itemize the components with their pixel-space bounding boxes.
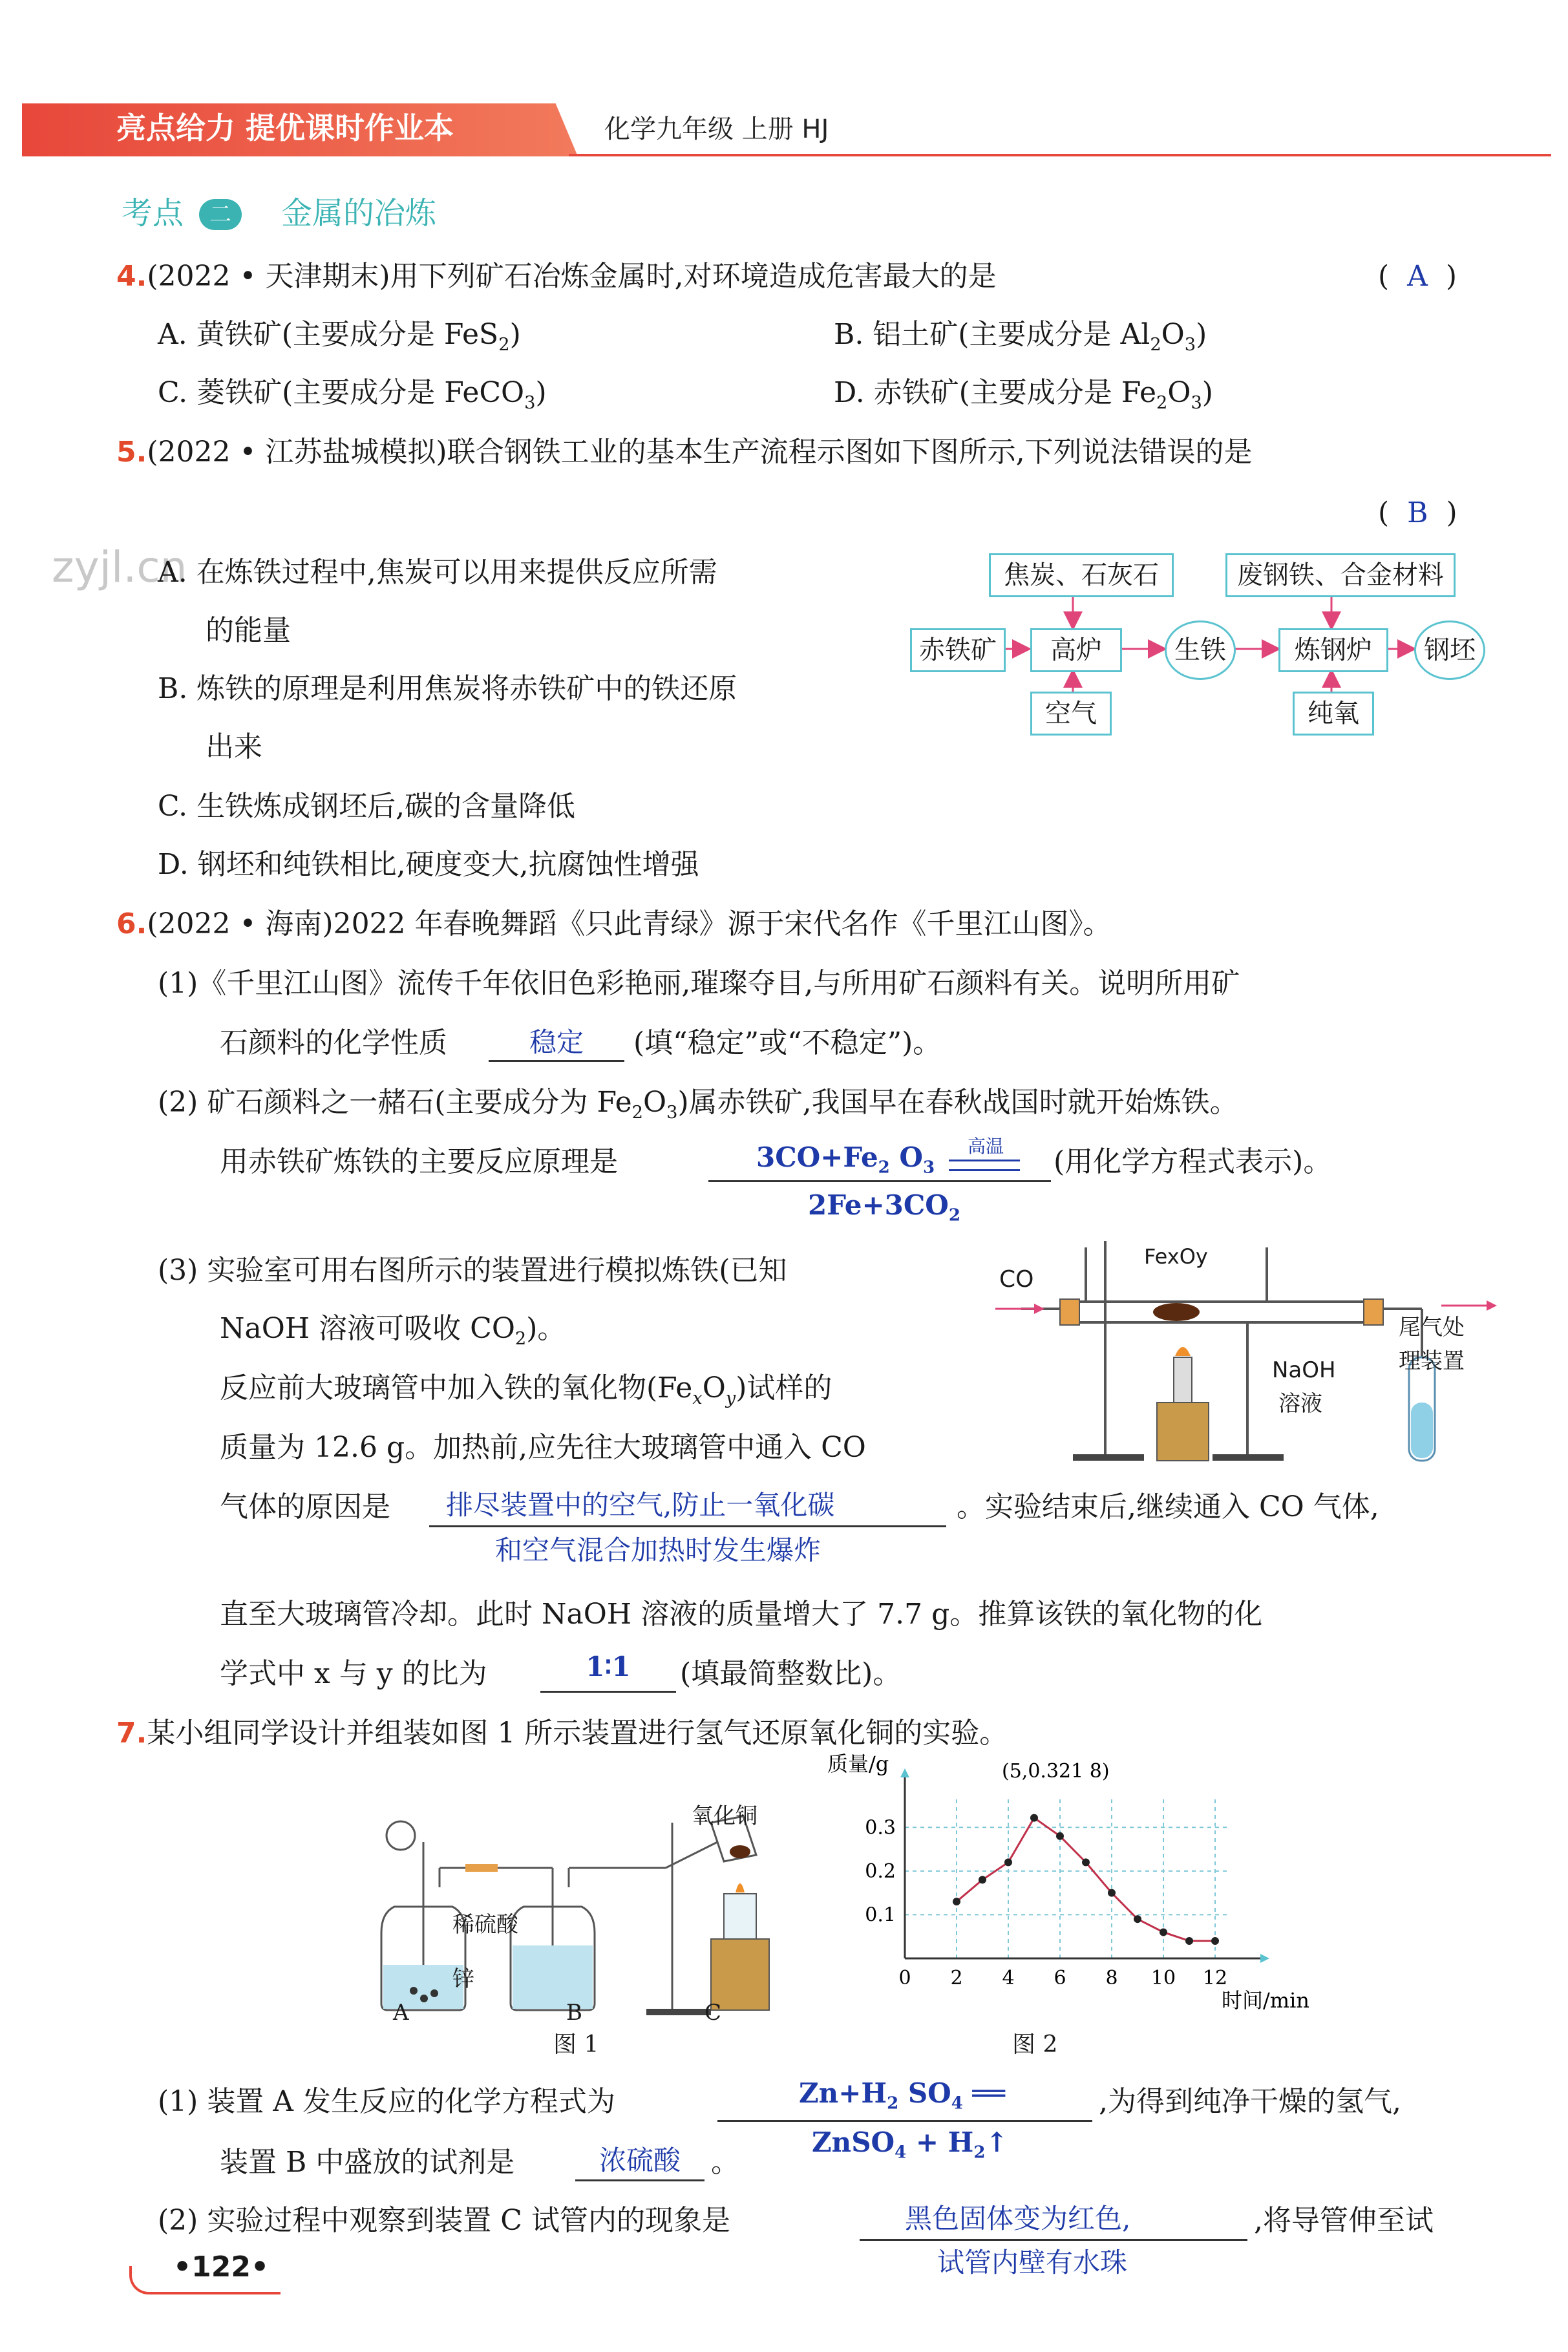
flow-pig-iron: 生铁 bbox=[1165, 620, 1236, 680]
q6-p2-text-a: (2) 矿石颜料之一赭石(主要成分为 Fe bbox=[158, 1086, 632, 1119]
chart-data-point bbox=[1030, 1814, 1038, 1822]
q4-option-a-text: A. 黄铁矿(主要成分是 FeS bbox=[158, 318, 499, 351]
q7-p1-line1-end: ,为得到纯净干燥的氢气, bbox=[1099, 2085, 1401, 2118]
chart-data-point bbox=[1004, 1858, 1012, 1866]
q6-line bbox=[116, 905, 1112, 944]
q5-source: (2022 • 江苏盐城模拟) bbox=[147, 436, 447, 469]
q7-stem: 某小组同学设计并组装如图 1 所示装置进行氢气还原氧化铜的实验。 bbox=[147, 1717, 1008, 1750]
q6-p1-line2-end: (填“稳定”或“不稳定”)。 bbox=[633, 1026, 942, 1059]
q7-p2-line1-start: (2) 实验过程中观察到装置 C 试管内的现象是 bbox=[158, 2204, 730, 2237]
q6-p3-line5-start: 气体的原因是 bbox=[220, 1490, 390, 1523]
q6-p2-answer-line2: $2Fe+3CO_2$ bbox=[808, 1189, 961, 1225]
fig1-caption: 图 1 bbox=[553, 2031, 599, 2058]
q5-option-a-line1: A. 在炼铁过程中,焦炭可以用来提供反应所需 bbox=[158, 556, 717, 589]
q6-p1-line1: (1)《千里江山图》流传千年依旧色彩艳丽,璀璨夺目,与所用矿石颜料有关。说明所用矿 bbox=[158, 967, 1240, 1000]
chart-y-tick-label: 0.2 bbox=[865, 1859, 896, 1883]
fig6-fexoy-label: FexOy bbox=[1144, 1244, 1208, 1269]
q6-p1-answer: 稳定 bbox=[529, 1026, 584, 1058]
chart-points bbox=[953, 1814, 1219, 1945]
q7-p1-line1-start: (1) 装置 A 发生反应的化学方程式为 bbox=[158, 2085, 616, 2118]
q7-p1-answer-2: 浓硫酸 bbox=[599, 2145, 681, 2176]
q6-p2-text-b: )属赤铁矿,我国早在春秋战国时就开始炼铁。 bbox=[677, 1086, 1238, 1119]
q5-option-b-line2: 出来 bbox=[206, 730, 262, 763]
flow-oxygen: 纯氧 bbox=[1293, 692, 1374, 736]
q6-number: 6. bbox=[116, 907, 147, 940]
chart-data-point bbox=[1056, 1832, 1064, 1840]
q6-p1-line2-start: 石颜料的化学性质 bbox=[220, 1026, 447, 1059]
fig1-zinc-label: 锌 bbox=[452, 1966, 474, 1992]
q5-line bbox=[116, 433, 1253, 472]
q7-p1-answer-1a: $Zn+H_2$ $SO_4$ ══ bbox=[799, 2077, 1006, 2114]
q6-p3-sample-text-end: )试样的 bbox=[736, 1372, 832, 1404]
q7-p1-line2-start: 装置 B 中盛放的试剂是 bbox=[220, 2146, 515, 2179]
q4-option-b-text: B. 铝土矿(主要成分是 Al bbox=[834, 318, 1150, 351]
q7-figure-2-chart bbox=[821, 1752, 1309, 2013]
q6-p2-blank bbox=[708, 1180, 1051, 1182]
chart-grid bbox=[905, 1797, 1228, 1958]
q6-p2-line2-start: 用赤铁矿炼铁的主要反应原理是 bbox=[220, 1145, 618, 1178]
q7-p2-line1-end: ,将导管伸至试 bbox=[1254, 2204, 1434, 2237]
q7-p2-answer-1: 黑色固体变为红色, bbox=[905, 2203, 1131, 2234]
q5-option-d: D. 钢坯和纯铁相比,硬度变大,抗腐蚀性增强 bbox=[158, 848, 699, 881]
q7-p1-line2-end: 。 bbox=[711, 2146, 739, 2179]
q6-p2-line2-end: (用化学方程式表示)。 bbox=[1054, 1145, 1332, 1178]
chart-data-point bbox=[1185, 1937, 1193, 1945]
q4-option-c: C. 菱铁矿(主要成分是 FeCO$_3$) bbox=[158, 376, 547, 413]
fig1-label-b: B bbox=[566, 2000, 582, 2026]
fig6-co-label: CO bbox=[999, 1266, 1034, 1293]
fig6-tail-label-2: 理装置 bbox=[1399, 1348, 1465, 1374]
fig1-acid-label: 稀硫酸 bbox=[452, 1912, 518, 1938]
chart-data-point bbox=[1082, 1858, 1090, 1866]
chart-x-tick-label: 10 bbox=[1150, 1967, 1176, 1989]
flow-coke: 焦炭、石灰石 bbox=[989, 553, 1174, 597]
q6-p3-answer-1b: 和空气混合加热时发生爆炸 bbox=[495, 1534, 821, 1566]
q6-p3-line3: 反应前大玻璃管中加入铁的氧化物$(Fe_xO_y)$试样的 bbox=[220, 1372, 832, 1408]
q6-p2-eq-right: 2Fe+3CO bbox=[808, 1189, 949, 1221]
chart-x-axis-label: 时间/min bbox=[1222, 1988, 1309, 2013]
q4-option-b: B. 铝土矿(主要成分是 $Al_2O_3$) bbox=[834, 318, 1207, 355]
header-brand: 亮点给力 提优课时作业本 bbox=[116, 111, 454, 145]
chart-line bbox=[957, 1818, 1215, 1941]
q5-answer: B bbox=[1407, 496, 1428, 529]
q4-answer: A bbox=[1407, 260, 1428, 293]
section-label: 考点 bbox=[122, 195, 184, 231]
flow-scrap: 废钢铁、合金材料 bbox=[1225, 553, 1456, 597]
q4-option-a: A. 黄铁矿(主要成分是 FeS$_2$) bbox=[158, 318, 521, 355]
q5-answer-bracket: ( B ) bbox=[1378, 496, 1457, 529]
chart-x-tick-label: 0 bbox=[898, 1967, 911, 1989]
watermark: zyjl.cn bbox=[52, 542, 187, 592]
q7-number: 7. bbox=[116, 1717, 147, 1750]
q5-option-c: C. 生铁炼成钢坯后,碳的含量降低 bbox=[158, 790, 576, 823]
chart-data-point bbox=[1108, 1889, 1116, 1897]
q6-p3-line7-start: 学式中 x 与 y 的比为 bbox=[220, 1657, 487, 1690]
q6-p2-line1: (2) 矿石颜料之一赭石(主要成分为 $Fe_2O_3$)属赤铁矿,我国早在春秋战国时就开始炼铁。 bbox=[158, 1086, 1238, 1123]
q6-p3-blank-1 bbox=[429, 1525, 946, 1527]
chart-x-tick-label: 8 bbox=[1105, 1967, 1118, 1989]
flow-furnace: 高炉 bbox=[1030, 628, 1122, 672]
chart-x-arrow bbox=[1260, 1954, 1269, 1963]
q6-p3-line2: NaOH 溶液可吸收 $CO_2$)。 bbox=[220, 1312, 566, 1349]
q6-p2-eq-left: 3CO+Fe bbox=[756, 1141, 878, 1173]
q6-p2-equals bbox=[949, 1160, 1020, 1171]
fig6-solution-label: 溶液 bbox=[1278, 1391, 1322, 1417]
q7-p2-blank bbox=[860, 2239, 1247, 2241]
chart-data-point bbox=[1134, 1915, 1141, 1923]
q6-stem: 2022 年春晚舞蹈《只此青绿》源于宋代名作《千里江山图》。 bbox=[333, 907, 1112, 940]
header-subject: 化学九年级 上册 HJ bbox=[604, 114, 829, 144]
q4-number: 4. bbox=[116, 260, 147, 293]
q6-p3-answer-2: 1∶1 bbox=[586, 1651, 631, 1682]
q5-option-a-line2: 的能量 bbox=[206, 614, 291, 647]
q4-option-d: D. 赤铁矿(主要成分是 $Fe_2O_3$) bbox=[834, 376, 1213, 413]
q5-number: 5. bbox=[116, 436, 147, 469]
q5-option-b-line1: B. 炼铁的原理是利用焦炭将赤铁矿中的铁还原 bbox=[158, 672, 737, 705]
chart-data-point bbox=[1211, 1937, 1219, 1945]
q6-p1-blank bbox=[489, 1060, 624, 1062]
q7-p1-answer-1b: ZnSO$_4$ + $H_2↑$ bbox=[812, 2126, 1008, 2163]
chart-y-arrow bbox=[900, 1768, 909, 1777]
fig1-label-c: C bbox=[705, 2000, 722, 2026]
q6-p3-answer-1a: 排尽装置中的空气,防止一氧化碳 bbox=[446, 1489, 835, 1521]
chart-y-axis-label: 质量/g bbox=[827, 1752, 889, 1776]
chart-x-tick-label: 2 bbox=[950, 1967, 963, 1989]
flow-steelmaker: 炼钢炉 bbox=[1278, 628, 1388, 672]
flow-ore: 赤铁矿 bbox=[910, 628, 1006, 672]
section-number-badge: 二 bbox=[199, 199, 242, 230]
q4-stem: 用下列矿石冶炼金属时,对环境造成危害最大的是 bbox=[390, 260, 997, 293]
fig2-caption: 图 2 bbox=[1012, 2031, 1058, 2058]
q4-option-d-text: D. 赤铁矿(主要成分是 Fe bbox=[834, 376, 1156, 409]
q7-p1-blank-2 bbox=[575, 2179, 705, 2181]
flow-air: 空气 bbox=[1030, 692, 1112, 736]
q6-p3-line5-end: 。实验结束后,继续通入 CO 气体, bbox=[957, 1490, 1379, 1523]
q4-answer-bracket: ( A ) bbox=[1378, 260, 1457, 293]
chart-x-tick-label: 6 bbox=[1054, 1967, 1066, 1989]
fig6-naoh-label: NaOH bbox=[1272, 1357, 1336, 1383]
q6-p3-line6: 直至大玻璃管冷却。此时 NaOH 溶液的质量增大了 7.7 g。推算该铁的氧化物的化 bbox=[220, 1598, 1263, 1631]
q6-source: (2022 • 海南) bbox=[147, 907, 334, 940]
fig1-label-a: A bbox=[393, 2000, 409, 2026]
chart-annotation: (5,0.321 8) bbox=[1002, 1760, 1110, 1783]
chart-x-tick-label: 4 bbox=[1002, 1967, 1015, 1989]
q5-stem: 联合钢铁工业的基本生产流程示图如下图所示,下列说法错误的是 bbox=[447, 436, 1253, 469]
chart-data-point bbox=[979, 1876, 986, 1883]
q4-line bbox=[116, 257, 997, 296]
flow-billet: 钢坯 bbox=[1414, 620, 1485, 680]
q6-p3-sample-text: 反应前大玻璃管中加入铁的氧化物(Fe bbox=[220, 1372, 693, 1404]
q7-line bbox=[116, 1714, 1008, 1753]
q6-p3-line1: (3) 实验室可用右图所示的装置进行模拟炼铁(已知 bbox=[158, 1254, 787, 1287]
fig6-tail-label-1: 尾气处 bbox=[1399, 1315, 1465, 1340]
q6-p2-condition: 高温 bbox=[967, 1136, 1004, 1157]
section-title: 金属的冶炼 bbox=[281, 195, 437, 231]
q7-p2-answer-2: 试管内壁有水珠 bbox=[937, 2247, 1128, 2278]
q6-p3-naoh-text: NaOH 溶液可吸收 CO bbox=[220, 1312, 515, 1345]
page-number: •122• bbox=[173, 2251, 270, 2283]
q4-option-c-text: C. 菱铁矿(主要成分是 FeCO bbox=[158, 376, 525, 409]
chart-y-tick-label: 0.1 bbox=[865, 1903, 896, 1927]
chart-y-tick-label: 0.3 bbox=[865, 1816, 896, 1839]
chart-labels bbox=[827, 1752, 1309, 2013]
q6-p2-answer-line1: $3CO+Fe_2$ $O_3$ bbox=[756, 1141, 935, 1178]
header-rule bbox=[569, 154, 1551, 156]
fig1-cuo-label: 氧化铜 bbox=[692, 1803, 758, 1829]
q6-p3-blank-2 bbox=[540, 1691, 676, 1693]
chart-x-tick-label: 12 bbox=[1202, 1967, 1228, 1989]
q4-source: (2022 • 天津期末) bbox=[147, 260, 390, 293]
q7-p1-blank-1 bbox=[717, 2120, 1092, 2122]
q6-p3-line7-end: (填最简整数比)。 bbox=[680, 1657, 902, 1690]
q7-p1-eq-left: Zn+H bbox=[799, 2077, 887, 2109]
chart-data-point bbox=[1160, 1928, 1167, 1936]
q6-p3-line4: 质量为 12.6 g。加热前,应先往大玻璃管中通入 CO bbox=[220, 1431, 866, 1464]
chart-data-point bbox=[953, 1898, 960, 1905]
q7-p1-eq-right: ZnSO bbox=[812, 2126, 895, 2158]
chart-series-line bbox=[957, 1818, 1215, 1941]
